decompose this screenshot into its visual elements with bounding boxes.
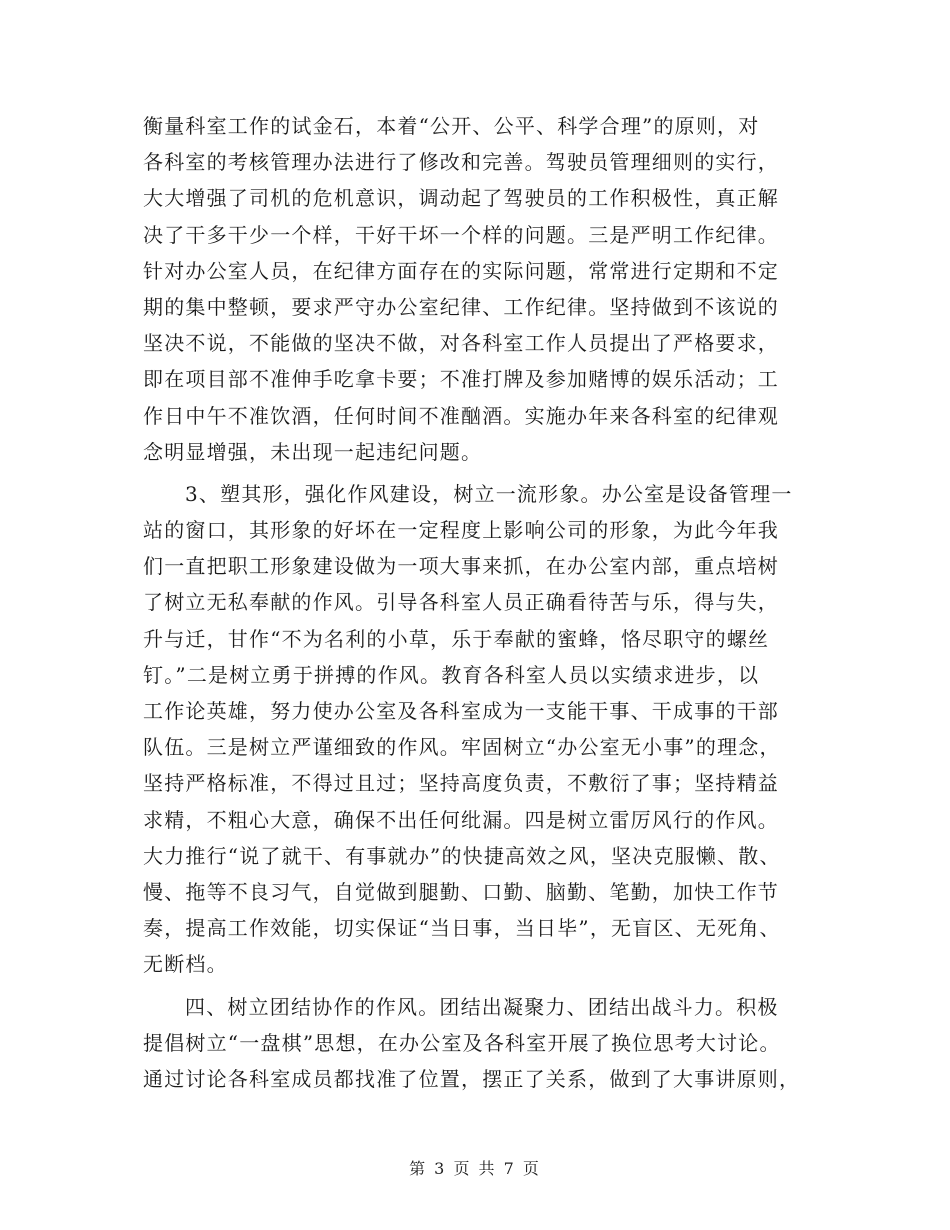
text-line: 钉。”二是树立勇于拼搏的作风。教育各科室人员以实绩求进步，以 xyxy=(143,662,760,687)
text-line: 决了干多干少一个样，干好干坏一个样的问题。三是严明工作纪律。 xyxy=(143,222,779,247)
text-line: 四、树立团结协作的作风。团结出凝聚力、团结出战斗力。积极 xyxy=(185,994,779,1019)
paragraph-3 xyxy=(143,989,803,1098)
text-line: 队伍。三是树立严谨细致的作风。牢固树立“办公室无小事”的理念， xyxy=(143,735,781,760)
text-line: 无断档。 xyxy=(143,952,228,977)
text-line: 求精，不粗心大意，确保不出任何纰漏。四是树立雷厉风行的作风。 xyxy=(143,807,779,832)
text-line: 升与迁，甘作“不为名利的小草，乐于奉献的蜜蜂，恪尽职守的螺丝 xyxy=(143,626,770,651)
paragraph-1 xyxy=(143,108,803,470)
text-line: 坚持严格标准，不得过且过；坚持高度负责，不敷衍了事；坚持精益 xyxy=(143,771,779,796)
text-line: 奏，提高工作效能，切实保证“当日事，当日毕”，无盲区、无死角、 xyxy=(143,916,781,941)
text-line: 各科室的考核管理办法进行了修改和完善。驾驶员管理细则的实行， xyxy=(143,150,779,175)
text-line: 作日中午不准饮酒，任何时间不准酗酒。实施办年来各科室的纪律观 xyxy=(143,403,779,428)
text-line: 坚决不说，不能做的坚决不做，对各科室工作人员提出了严格要求， xyxy=(143,331,779,356)
text-line: 衡量科室工作的试金石，本着“公开、公平、科学合理”的原则，对 xyxy=(143,114,760,138)
text-line: 大力推行“说了就干、有事就办”的快捷高效之风，坚决克服懒、散、 xyxy=(143,843,781,868)
text-line: 工作论英雄，努力使办公室及各科室成为一支能干事、干成事的干部 xyxy=(143,699,779,723)
text-line: 即在项目部不准伸手吃拿卡要；不准打牌及参加赌博的娱乐活动；工 xyxy=(143,367,779,392)
text-line: 3、塑其形，强化作风建设，树立一流形象。办公室是设备管理一 xyxy=(185,481,793,506)
text-line: 通过讨论各科室成员都找准了位置，摆正了关系，做到了大事讲原则， xyxy=(143,1066,801,1091)
text-line: 了树立无私奉献的作风。引导各科室人员正确看待苦与乐，得与失， xyxy=(143,590,779,615)
paragraph-2 xyxy=(143,476,803,983)
text-line: 针对办公室人员，在纪律方面存在的实际问题，常常进行定期和不定 xyxy=(143,258,779,283)
text-line: 站的窗口，其形象的好坏在一定程度上影响公司的形象，为此今年我 xyxy=(143,518,779,543)
text-line: 慢、拖等不良习气，自觉做到腿勤、口勤、脑勤、笔勤，加快工作节 xyxy=(143,879,779,904)
text-line: 念明显增强，未出现一起违纪问题。 xyxy=(143,439,483,464)
document-body xyxy=(143,108,803,1097)
text-line: 们一直把职工形象建设做为一项大事来抓，在办公室内部，重点培树 xyxy=(143,554,779,579)
text-line: 期的集中整顿，要求严守办公室纪律、工作纪律。坚持做到不该说的 xyxy=(143,294,779,319)
page-number-footer: 第 3 页 共 7 页 xyxy=(409,1159,541,1178)
text-line: 大大增强了司机的危机意识，调动起了驾驶员的工作积极性，真正解 xyxy=(143,186,779,211)
text-line: 提倡树立“一盘棋”思想，在办公室及各科室开展了换位思考大讨论。 xyxy=(143,1030,781,1055)
